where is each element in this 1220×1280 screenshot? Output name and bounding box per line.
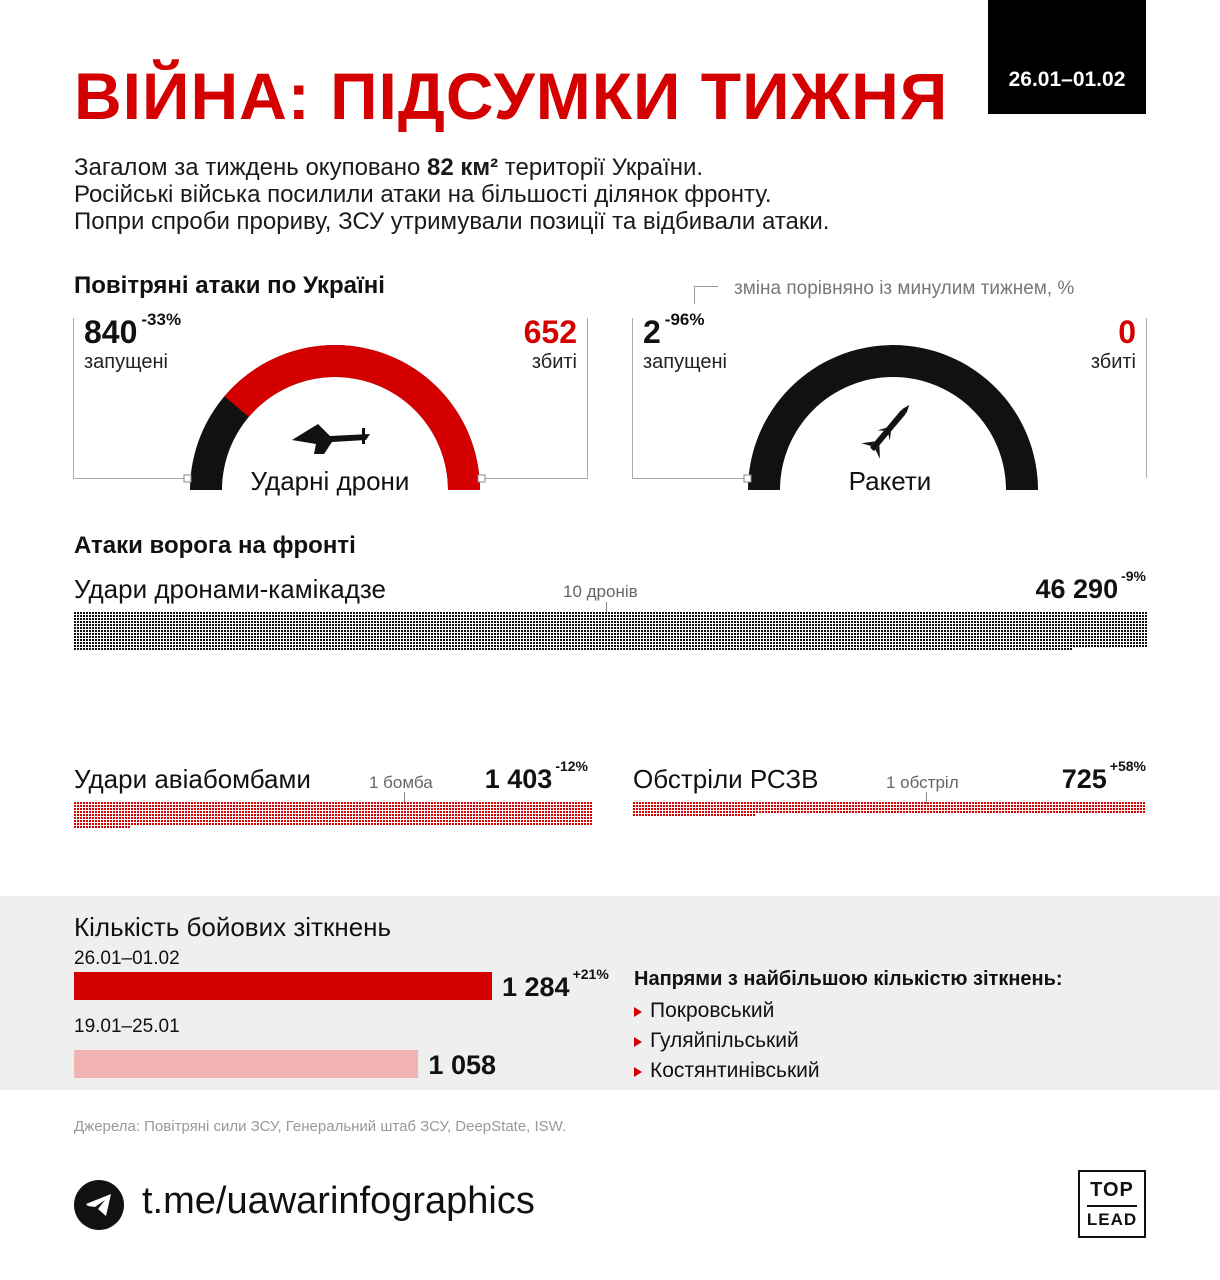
grid-row [74, 642, 1147, 644]
occupied-area: 82 км² [427, 154, 499, 181]
page-title: ВІЙНА: ПІДСУМКИ ТИЖНЯ [74, 59, 949, 133]
top-lead-logo [1078, 1170, 1146, 1238]
drones-gauge-label: Ударні дрони [250, 466, 410, 496]
direction-item: Костянтинівський [632, 1056, 820, 1086]
intro-line-1 [74, 154, 1154, 181]
grid-row [74, 636, 1147, 638]
drones-launched-label: запущені [84, 351, 168, 373]
grid-row [633, 814, 755, 816]
telegram-icon[interactable] [74, 1180, 124, 1230]
kamikaze-stat [1035, 568, 1147, 605]
mlrs-unit-label: 1 обстріл [886, 773, 959, 792]
logo-bottom-text: LEAD [1086, 1209, 1138, 1229]
clashes-current-stat [502, 966, 609, 1003]
kamikaze-label: Удари дронами-камікадзе [74, 574, 387, 604]
bombs-change: -12% [555, 758, 588, 774]
logo-divider [1087, 1205, 1137, 1207]
intro-line-3: Попри спроби прориву, ЗСУ утримували позиції та відбивали атаки. [74, 208, 830, 235]
front-attacks-title: Атаки ворога на фронті [74, 532, 356, 559]
grid-row [74, 627, 1147, 629]
missiles-shot-label: збиті [1090, 351, 1136, 373]
kamikaze-unit-label: 10 дронів [563, 582, 638, 601]
direction-item: Покровський [632, 996, 820, 1026]
grid-row [633, 805, 1145, 807]
directions-list [632, 996, 820, 1086]
sources-text: Джерела: Повітряні сили ЗСУ, Генеральний штаб ЗСУ, DeepState, ISW. [74, 1118, 567, 1135]
clashes-current-value: 1 284 [502, 972, 570, 1002]
drones-panel-line-right [482, 478, 588, 479]
clashes-period-1: 26.01–01.02 [74, 948, 180, 969]
missiles-launched-value: 2 [643, 314, 661, 350]
drones-panel-line-left [73, 478, 191, 479]
grid-row [633, 811, 1145, 813]
missile-icon [858, 396, 922, 460]
grid-row [74, 624, 1147, 626]
grid-row [633, 808, 1145, 810]
grid-row [74, 633, 1147, 635]
intro-line-1-start: Загалом за тиждень окуповано [74, 154, 428, 181]
clashes-title: Кількість бойових зіткнень [74, 912, 392, 942]
bombs-dot-grid [74, 802, 594, 874]
note-arrow-icon [694, 286, 718, 304]
clashes-change: +21% [572, 966, 609, 982]
date-range-badge [988, 0, 1146, 114]
grid-row [74, 645, 1147, 647]
gauge-marker-left [744, 475, 751, 482]
missiles-launched-block [643, 310, 727, 374]
shahed-drone-icon [290, 418, 372, 458]
intro-line-2: Російські війська посилили атаки на більшості ділянок фронту. [74, 181, 772, 208]
missiles-gauge-label: Ракети [848, 466, 932, 496]
kamikaze-dot-grid [74, 612, 1148, 746]
telegram-link[interactable]: t.me/uawarinfographics [142, 1180, 535, 1222]
grid-row [74, 811, 592, 813]
kamikaze-change: -9% [1121, 568, 1146, 584]
grid-row [74, 826, 130, 828]
missiles-launched-change: -96% [664, 310, 705, 329]
logo-top-text: TOP [1090, 1178, 1134, 1201]
grid-row [74, 802, 592, 804]
drones-launched-block [84, 310, 182, 374]
grid-row [74, 621, 1147, 623]
drones-shot-block [524, 314, 577, 374]
grid-row [74, 820, 592, 822]
mlrs-dot-grid [633, 802, 1148, 846]
bombs-unit-label: 1 бомба [369, 773, 433, 792]
clashes-bar-previous [74, 1050, 418, 1078]
grid-row [74, 805, 592, 807]
intro-text [74, 154, 1154, 235]
direction-item: Гуляйпільський [632, 1026, 820, 1056]
clashes-previous-stat [428, 1050, 496, 1081]
mlrs-change: +58% [1109, 758, 1146, 774]
grid-row [74, 814, 592, 816]
missiles-panel-line-left [632, 478, 750, 479]
clashes-bar-current [74, 972, 492, 1000]
bombs-stat [484, 758, 588, 795]
grid-row [74, 817, 592, 819]
directions-title: Напрями з найбільшою кількістю зіткнень: [634, 968, 1063, 990]
grid-row [74, 648, 1072, 650]
bombs-value: 1 403 [484, 764, 553, 794]
grid-row [74, 823, 592, 825]
mlrs-value: 725 [1061, 764, 1107, 794]
mlrs-stat [1061, 758, 1146, 795]
drones-launched-change: -33% [141, 310, 182, 329]
drones-launched-value: 840 [84, 314, 138, 350]
grid-row [74, 630, 1147, 632]
drones-shot-label: збиті [531, 351, 577, 373]
grid-row [74, 612, 1147, 614]
air-attacks-title: Повітряні атаки по Україні [74, 272, 385, 299]
grid-row [74, 808, 592, 810]
clashes-previous-value: 1 058 [428, 1050, 496, 1080]
bombs-label: Удари авіабомбами [74, 764, 311, 794]
grid-row [74, 639, 1147, 641]
gauge-marker-right [478, 475, 485, 482]
mlrs-label: Обстріли РСЗВ [633, 764, 819, 794]
date-range-text: 26.01–01.02 [1008, 68, 1126, 91]
change-note: зміна порівняно із минулим тижнем, % [734, 278, 1075, 299]
missiles-shot-block [1091, 314, 1136, 374]
grid-row [633, 802, 1145, 804]
drones-shot-value: 652 [523, 314, 577, 350]
kamikaze-value: 46 290 [1035, 574, 1119, 604]
clashes-period-2: 19.01–25.01 [74, 1016, 180, 1037]
missiles-shot-value: 0 [1118, 314, 1136, 350]
missiles-launched-label: запущені [643, 351, 727, 373]
gauge-marker-left [184, 475, 191, 482]
grid-row [74, 615, 1147, 617]
intro-line-1-end: території України. [498, 154, 704, 181]
grid-row [74, 618, 1147, 620]
